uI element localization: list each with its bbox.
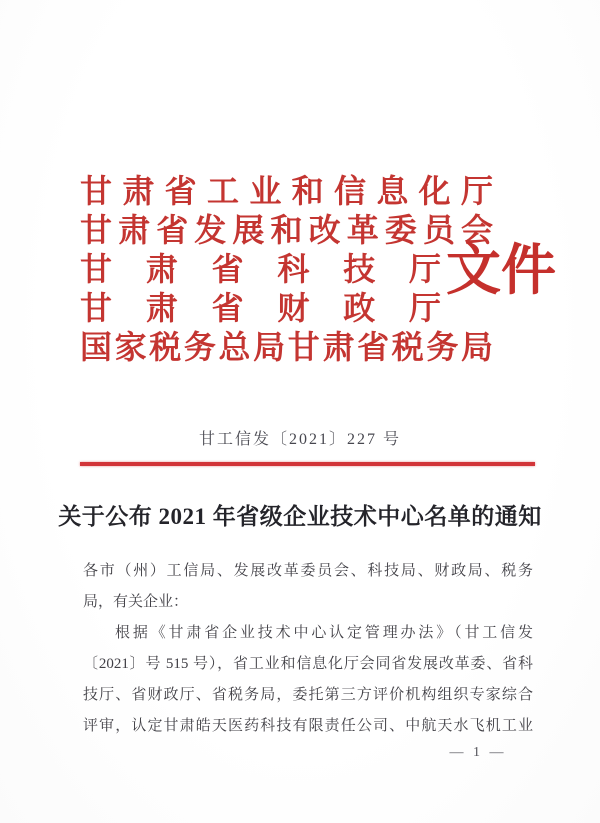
agency-name-line-4: 甘肃省财政厅 (80, 290, 441, 326)
body-text (83, 556, 533, 742)
body-text-line: 各市（州）工信局、发展改革委员会、科技局、财政局、税务 (83, 563, 533, 579)
page-number: — 1 — (449, 745, 507, 760)
document-title: 关于公布 2021 年省级企业技术中心名单的通知 (58, 504, 542, 529)
agency-name-line-2: 甘肃省发展和改革委员会 (80, 212, 493, 248)
agency-name-line-3: 甘肃省科技厅 (80, 251, 441, 287)
body-text-line: 评审，认定甘肃皓天医药科技有限责任公司、中航天水飞机工业 (83, 718, 533, 734)
body-text-line: 技厅、省财政厅、省税务局，委托第三方评价机构组织专家综合 (83, 687, 533, 703)
letterhead (80, 172, 493, 367)
agency-name-line-1: 甘肃省工业和信息化厅 (80, 173, 493, 209)
body-text-line: 〔2021〕号 515 号），省工业和信息化厅会同省发展改革委、省科 (83, 656, 533, 672)
red-divider-line (80, 462, 535, 466)
body-text-line: 根据《甘肃省企业技术中心认定管理办法》（甘工信发 (115, 625, 533, 641)
agency-name-line-5: 国家税务总局甘肃省税务局 (80, 329, 493, 365)
document-type-label: 文件 (446, 240, 557, 301)
document-number: 甘工信发〔2021〕227 号 (198, 431, 401, 448)
body-text-line: 局，有关企业： (83, 594, 189, 610)
